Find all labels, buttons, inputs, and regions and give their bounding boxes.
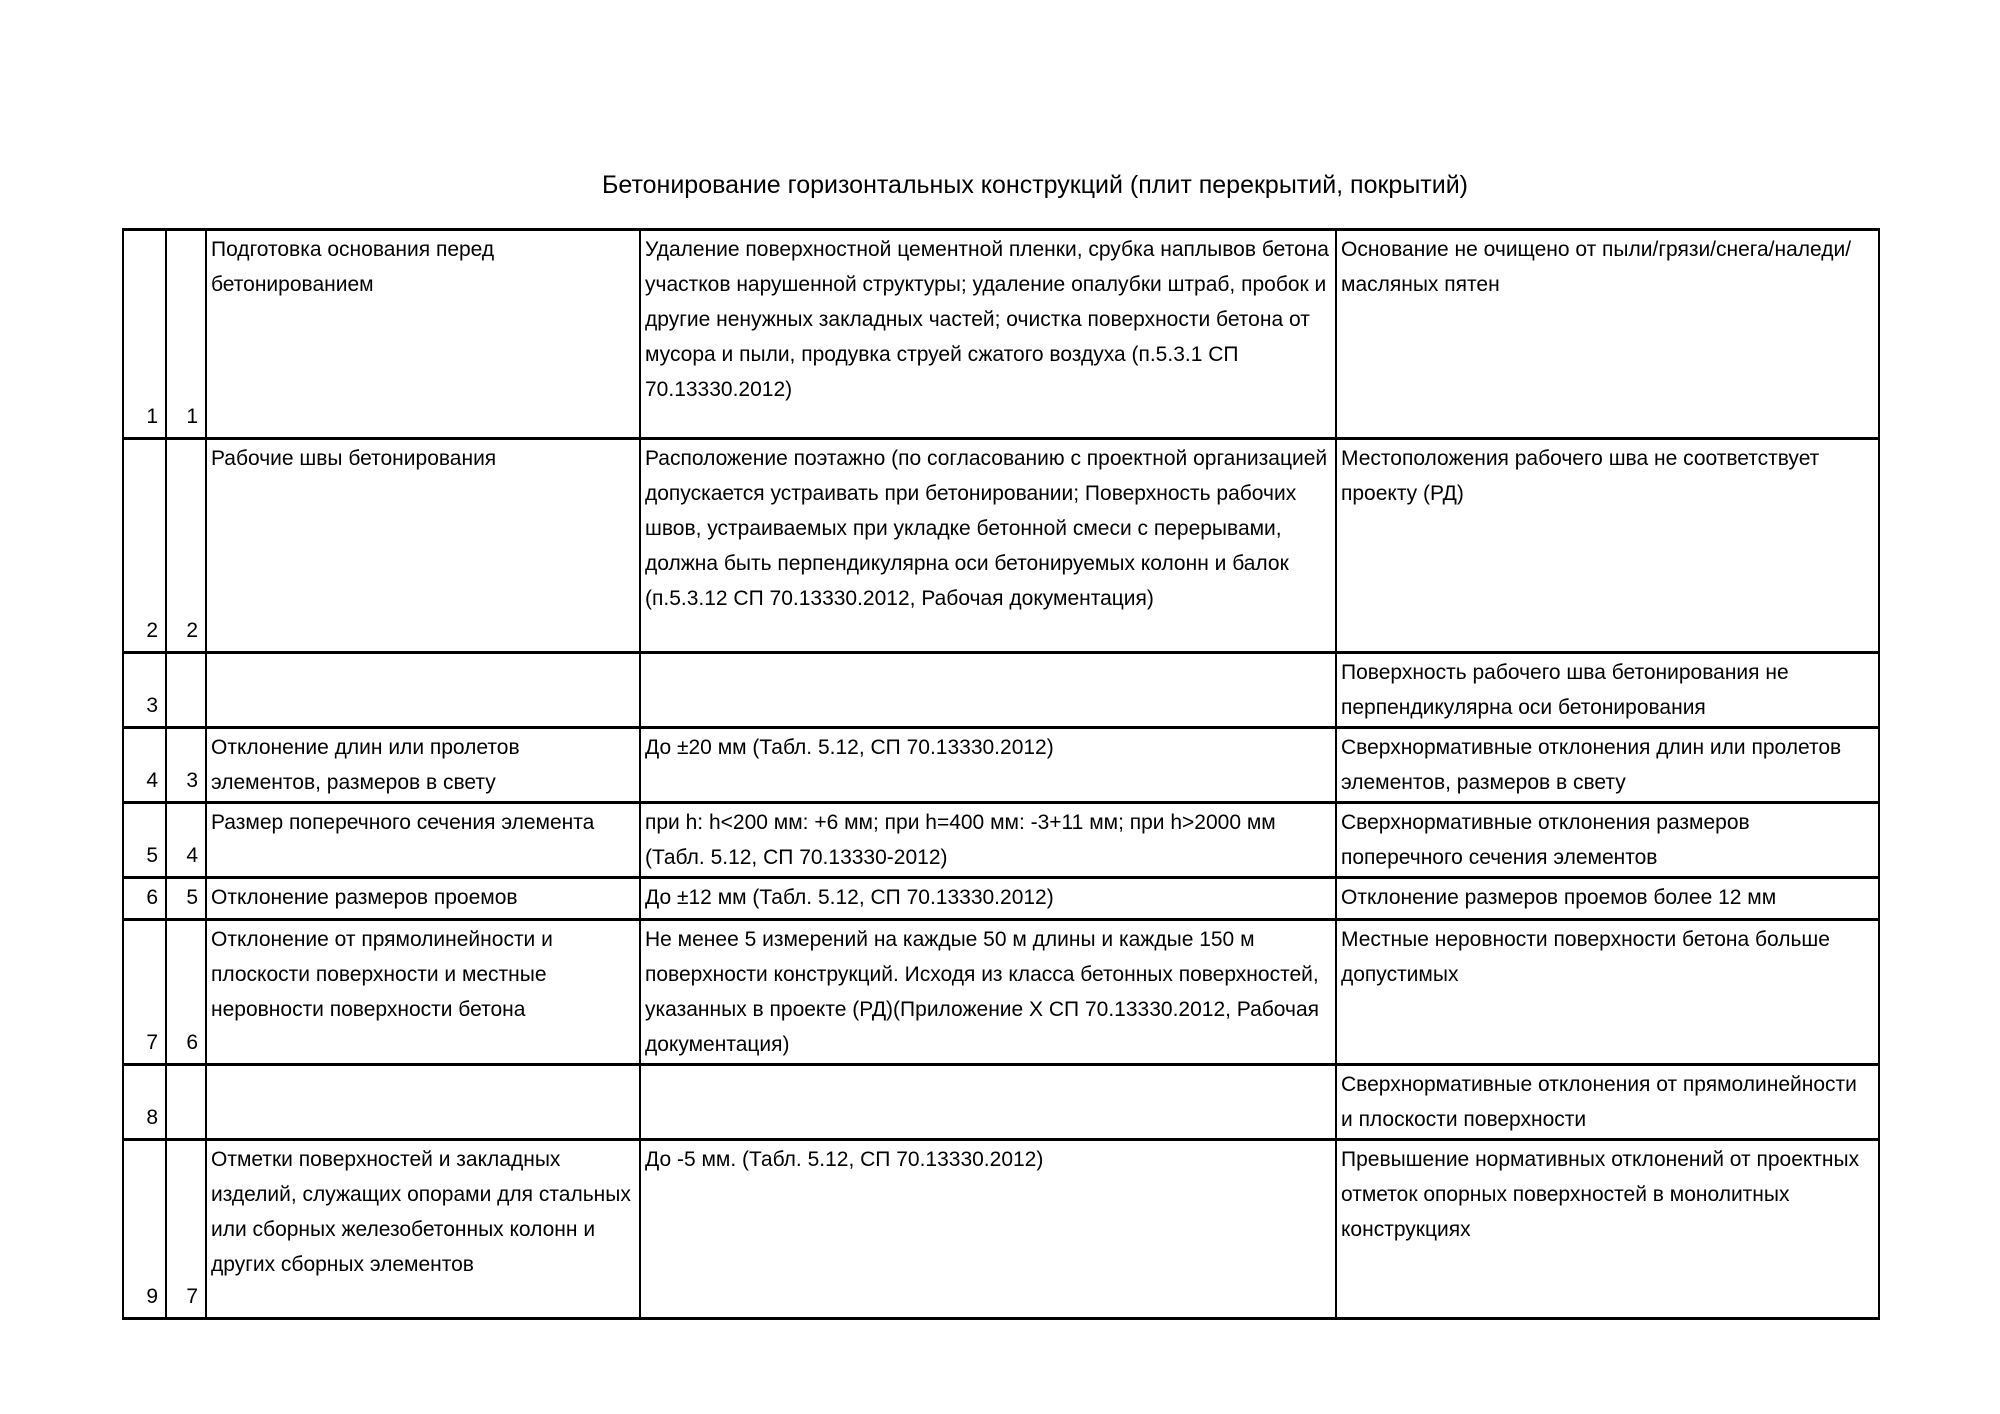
violation-cell: Основание не очищено от пыли/грязи/снега/наледи/масляных пятен [1336,230,1879,439]
row-subnumber-cell [166,653,206,728]
row-subnumber-cell: 5 [166,878,206,920]
table-row [123,728,1879,803]
requirement-cell: при h: h<200 мм: +6 мм; при h=400 мм: -3+11 мм; при h>2000 мм (Табл. 5.12, СП 70.13330-2012) [640,803,1336,878]
row-number-cell: 6 [123,878,166,920]
requirement-cell: До ±20 мм (Табл. 5.12, СП 70.13330.2012) [640,728,1336,803]
requirement-cell: Удаление поверхностной цементной пленки, срубка наплывов бетона участков нарушенной структуры; удаление опалубки штраб, пробок и другие ненужных закладных частей; очистка поверхности бетона от мусора и пыли, продувка струей сжатого воздуха (п.5.3.1 СП 70.13330.2012) [640,230,1336,439]
inspection-table [122,228,1880,1320]
violation-cell: Отклонение размеров проемов более 12 мм [1336,878,1879,920]
row-number-cell: 9 [123,1140,166,1319]
table-row [123,439,1879,653]
table-row [123,878,1879,920]
violation-cell: Превышение нормативных отклонений от проектных отметок опорных поверхностей в монолитных конструкциях [1336,1140,1879,1319]
table-row [123,1140,1879,1319]
row-number-cell: 5 [123,803,166,878]
item-name-cell: Рабочие швы бетонирования [206,439,640,653]
violation-cell: Сверхнормативные отклонения размеров поперечного сечения элементов [1336,803,1879,878]
violation-cell: Сверхнормативные отклонения от прямолинейности и плоскости поверхности [1336,1065,1879,1140]
item-name-cell: Отклонение размеров проемов [206,878,640,920]
violation-cell: Поверхность рабочего шва бетонирования не перпендикулярна оси бетонирования [1336,653,1879,728]
violation-cell: Сверхнормативные отклонения длин или пролетов элементов, размеров в свету [1336,728,1879,803]
requirement-cell: Не менее 5 измерений на каждые 50 м длины и каждые 150 м поверхности конструкций. Исходя из класса бетонных поверхностей, указанных в проекте (РД)(Приложение Х СП 70.13330.2012, Рабочая документация) [640,920,1336,1065]
table-row [123,230,1879,439]
requirement-cell: До -5 мм. (Табл. 5.12, СП 70.13330.2012) [640,1140,1336,1319]
row-subnumber-cell [166,1065,206,1140]
table-row [123,920,1879,1065]
requirement-cell [640,653,1336,728]
item-name-cell: Отклонение от прямолинейности и плоскости поверхности и местные неровности поверхности бетона [206,920,640,1065]
item-name-cell: Размер поперечного сечения элемента [206,803,640,878]
violation-cell: Местные неровности поверхности бетона больше допустимых [1336,920,1879,1065]
item-name-cell [206,1065,640,1140]
row-number-cell: 2 [123,439,166,653]
row-subnumber-cell: 2 [166,439,206,653]
item-name-cell: Отметки поверхностей и закладных изделий, служащих опорами для стальных или сборных железобетонных колонн и других сборных элементов [206,1140,640,1319]
item-name-cell: Отклонение длин или пролетов элементов, размеров в свету [206,728,640,803]
table-row [123,803,1879,878]
requirement-cell: Расположение поэтажно (по согласованию с проектной организацией допускается устраивать при бетонировании; Поверхность рабочих швов, устраиваемых при укладке бетонной смеси с перерывами, должна быть перпендикулярна оси бетонируемых колонн и балок (п.5.3.12 СП 70.13330.2012, Рабочая документация) [640,439,1336,653]
row-number-cell: 8 [123,1065,166,1140]
row-subnumber-cell: 1 [166,230,206,439]
row-number-cell: 1 [123,230,166,439]
item-name-cell: Подготовка основания перед бетонированием [206,230,640,439]
table-row [123,1065,1879,1140]
row-subnumber-cell: 4 [166,803,206,878]
row-subnumber-cell: 6 [166,920,206,1065]
page-title: Бетонирование горизонтальных конструкций (плит перекрытий, покрытий) [601,171,1469,199]
row-subnumber-cell: 7 [166,1140,206,1319]
requirement-cell: До ±12 мм (Табл. 5.12, СП 70.13330.2012) [640,878,1336,920]
violation-cell: Местоположения рабочего шва не соответствует проекту (РД) [1336,439,1879,653]
row-number-cell: 4 [123,728,166,803]
row-subnumber-cell: 3 [166,728,206,803]
item-name-cell [206,653,640,728]
table-row [123,653,1879,728]
requirement-cell [640,1065,1336,1140]
row-number-cell: 7 [123,920,166,1065]
row-number-cell: 3 [123,653,166,728]
